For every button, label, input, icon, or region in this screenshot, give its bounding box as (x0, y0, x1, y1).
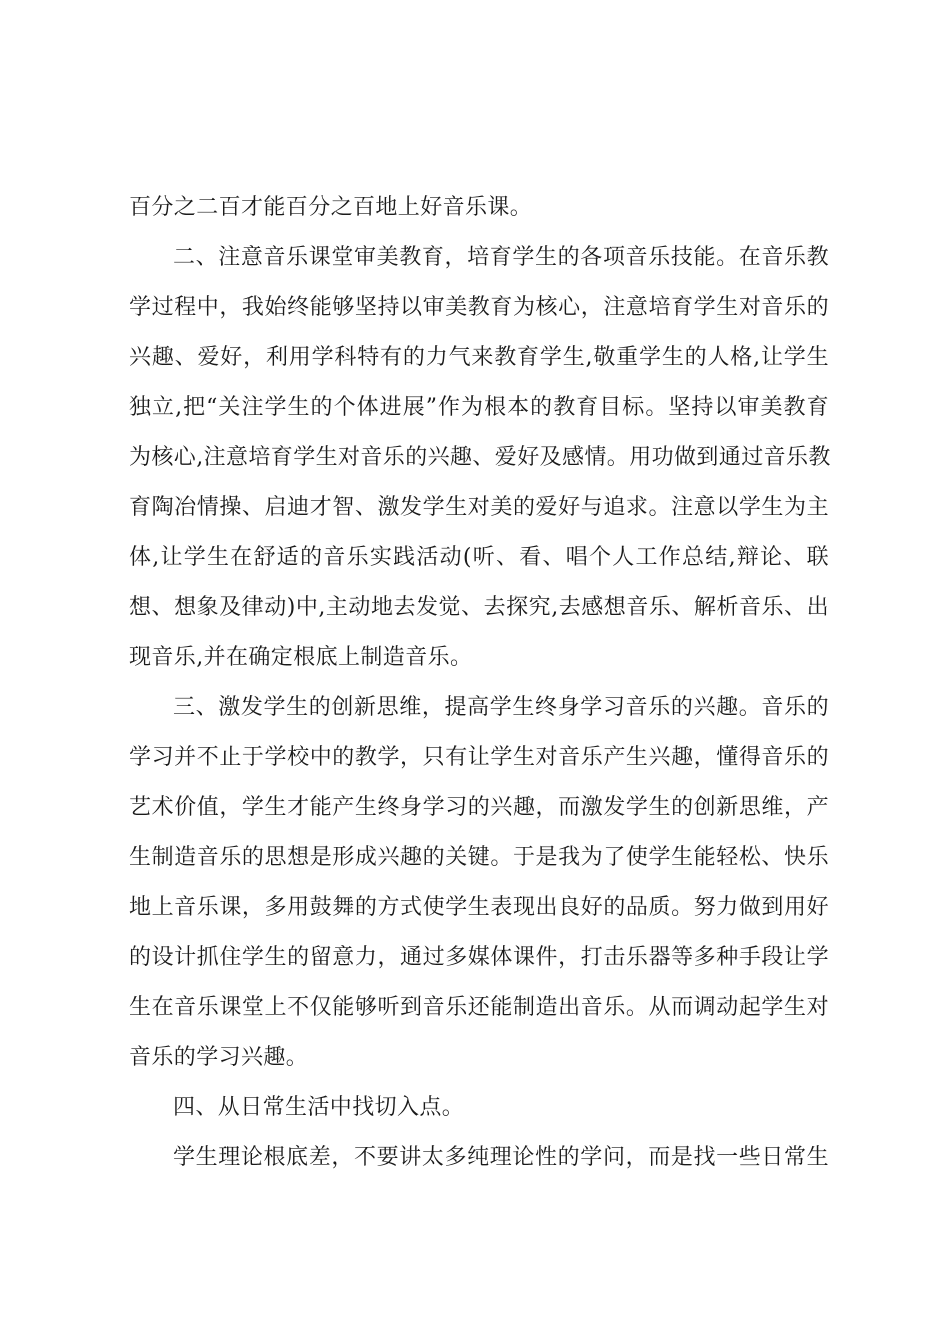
text-line: 为核心,注意培育学生对音乐的兴趣、爱好及感情。用功做到通过音乐教 (129, 445, 831, 470)
paragraph-heading-line: 四、从日常生活中找切入点。 (173, 1095, 465, 1120)
text-line: 艺术价值，学生才能产生终身学习的兴趣，而激发学生的创新思维，产 (129, 795, 829, 820)
text-line: 音乐的学习兴趣。 (129, 1045, 309, 1070)
text-line: 学习并不止于学校中的教学，只有让学生对音乐产生兴趣，懂得音乐的 (129, 745, 829, 770)
text-line: 生制造音乐的思想是形成兴趣的关键。于是我为了使学生能轻松、快乐 (129, 845, 829, 870)
text-line: 地上音乐课，多用鼓舞的方式使学生表现出良好的品质。努力做到用好 (129, 895, 829, 920)
text-line: 百分之二百才能百分之百地上好音乐课。 (129, 195, 533, 220)
text-line: 学过程中，我始终能够坚持以审美教育为核心，注意培育学生对音乐的 (129, 295, 829, 320)
text-line: 育陶冶情操、启迪才智、激发学生对美的爱好与追求。注意以学生为主 (129, 495, 829, 520)
paragraph-heading-line: 二、注意音乐课堂审美教育，培育学生的各项音乐技能。在音乐教 (173, 245, 829, 270)
text-line: 的设计抓住学生的留意力，通过多媒体课件，打击乐器等多种手段让学 (129, 945, 829, 970)
text-line: 想、想象及律动)中,主动地去发觉、去探究,去感想音乐、解析音乐、出 (129, 595, 829, 620)
text-line: 学生理论根底差，不要讲太多纯理论性的学问，而是找一些日常生 (173, 1145, 829, 1170)
text-line: 兴趣、爱好，利用学科特有的力气来教育学生,敬重学生的人格,让学生 (129, 345, 829, 370)
text-line: 现音乐,并在确定根底上制造音乐。 (129, 645, 473, 670)
text-line: 生在音乐课堂上不仅能够听到音乐还能制造出音乐。从而调动起学生对 (129, 995, 829, 1020)
paragraph-heading-line: 三、激发学生的创新思维，提高学生终身学习音乐的兴趣。音乐的 (173, 695, 829, 720)
text-line: 体,让学生在舒适的音乐实践活动(听、看、唱个人工作总结,辩论、联 (129, 545, 829, 570)
text-line: 独立,把“关注学生的个体进展”作为根本的教育目标。坚持以审美教育 (129, 395, 829, 420)
